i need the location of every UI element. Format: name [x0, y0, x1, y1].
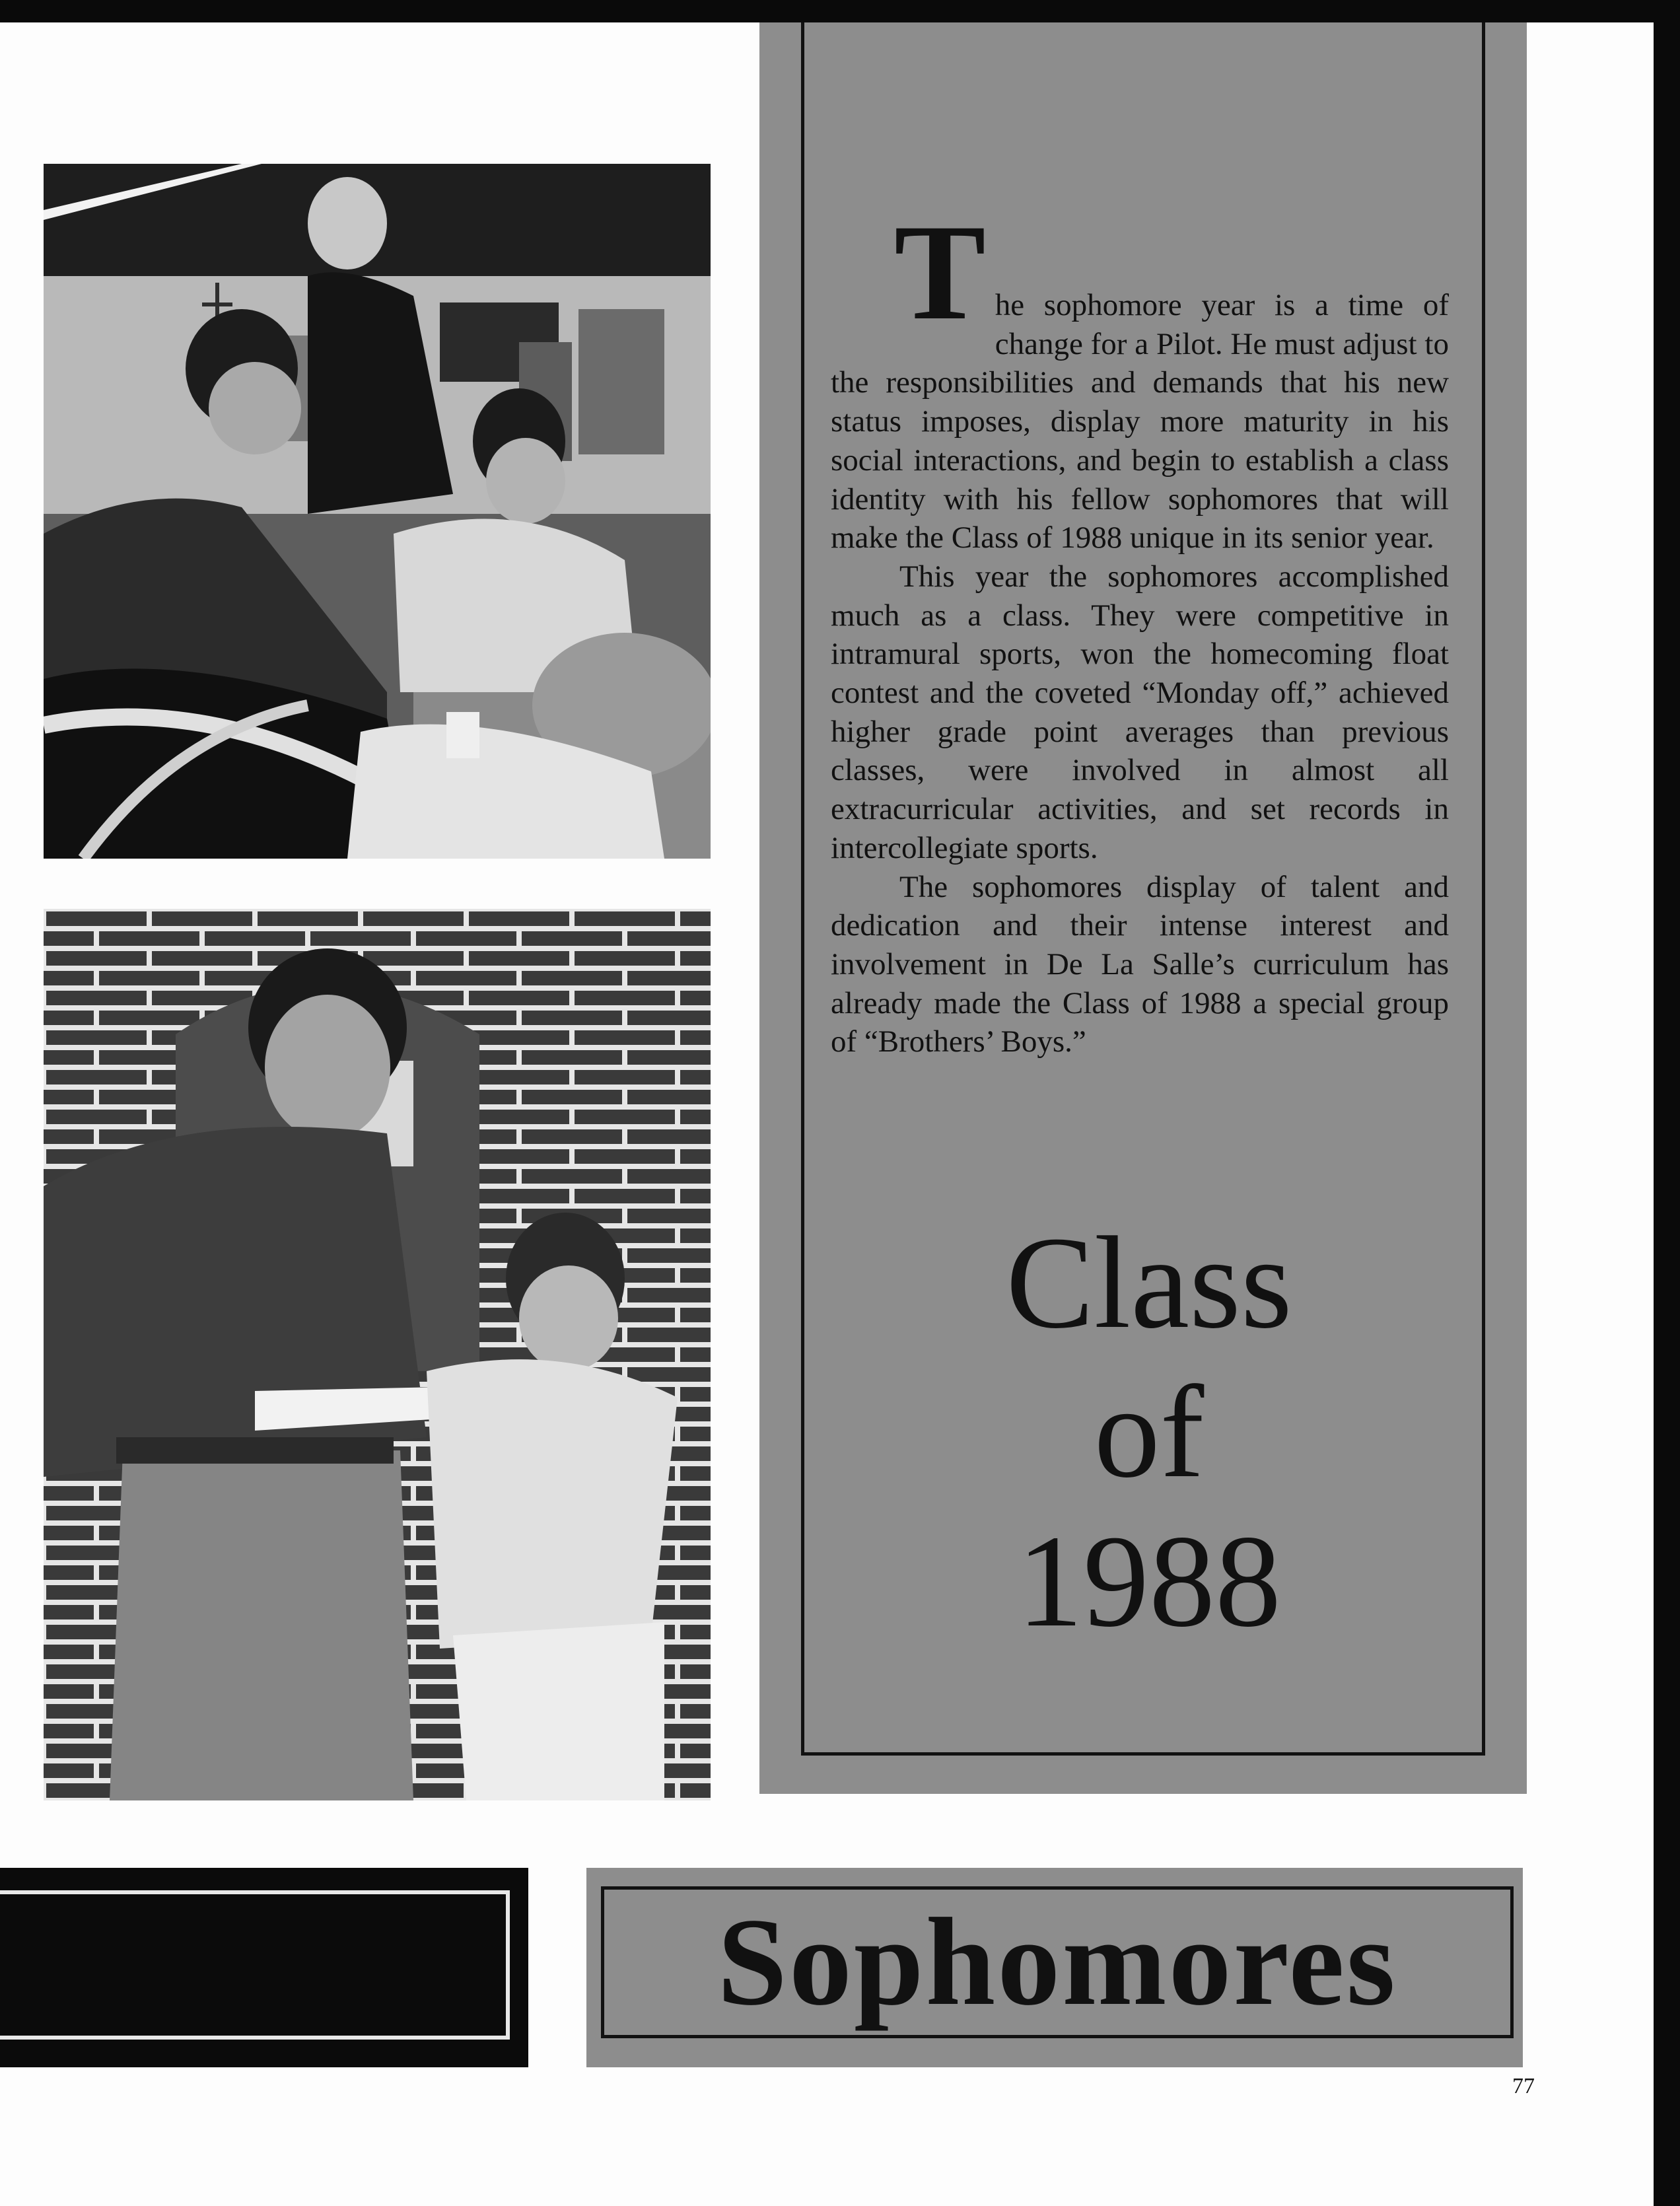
- class-title-line-2: of: [1094, 1359, 1205, 1505]
- article-paragraph-1-text: he sophomore year is a time of change for a Pilot. He must adjust to the responsibilities and demands that his new status imposes, display more maturity in his social interactions, and begin to establish a class identity with his fellow sophomores that will make the Class of 1988 unique in its senior year.: [831, 288, 1449, 555]
- class-title-line-1: Class: [1006, 1210, 1292, 1356]
- photo-students-brick-wall: [44, 909, 711, 1800]
- page-number: 77: [1512, 2074, 1535, 2098]
- photo-students-at-table: [44, 164, 711, 859]
- top-border: [0, 0, 1680, 22]
- article-paragraph-3: The sophomores display of talent and dedication and their intense interest and involvement in De La Salle’s curriculum has already made the Class of 1988 a special group of “Brothers’ Boys.”: [831, 869, 1449, 1059]
- drop-cap: T: [894, 196, 986, 348]
- article-body: [831, 196, 1449, 1061]
- right-border: [1654, 0, 1680, 2206]
- article-paragraph-2: This year the sophomores accomplished much as a class. They were competitive in intramural sports, won the homecoming float contest and the coveted “Monday off,” achieved higher grade point averages than previous classes, were involved in almost all extracurricular activities, and set records in intercollegiate sports.: [831, 559, 1449, 865]
- class-title: [858, 1209, 1440, 1656]
- section-label: Sophomores: [717, 1893, 1397, 2032]
- section-banner-frame: [601, 1886, 1514, 2038]
- article-paragraph-1: [831, 196, 1449, 557]
- decorative-black-banner-frame: [0, 1890, 510, 2040]
- class-title-line-3: 1988: [1017, 1509, 1281, 1654]
